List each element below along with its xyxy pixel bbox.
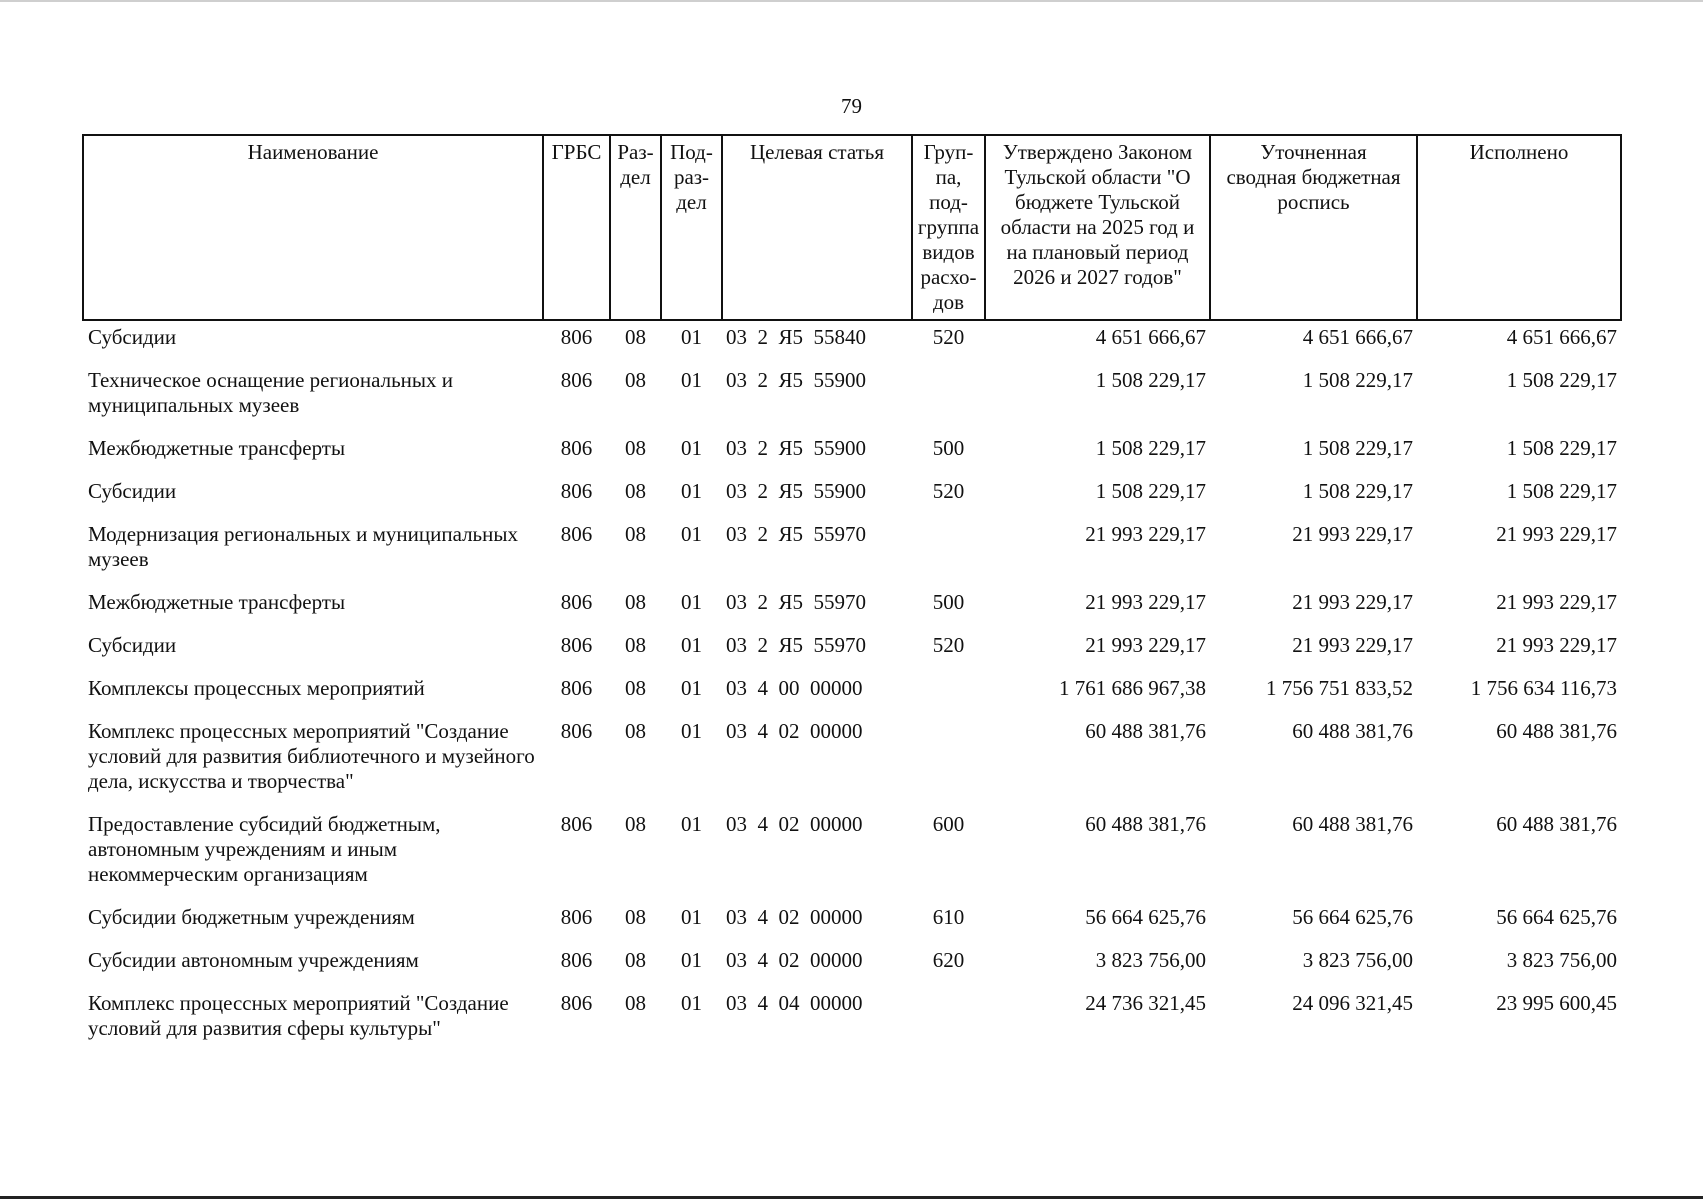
cell-executed: 1 756 634 116,73 [1470, 676, 1617, 700]
header-podrazdel: Под- раз- дел [661, 135, 722, 320]
scan-edge-bottom [0, 1196, 1703, 1199]
table-row [83, 905, 1621, 948]
table-row [83, 522, 1621, 590]
cell-approved: 3 823 756,00 [1095, 948, 1206, 972]
cell-approved: 60 488 381,76 [1085, 812, 1206, 836]
cell-refined: 1 508 229,17 [1302, 436, 1413, 460]
cell-podrazdel: 01 [681, 991, 702, 1015]
cell-group [912, 368, 985, 436]
cell-refined: 21 993 229,17 [1292, 590, 1413, 614]
cell-podrazdel: 01 [681, 325, 702, 349]
cell-refined: 24 096 321,45 [1292, 991, 1413, 1015]
cell-razdel: 08 [625, 522, 646, 546]
cell-podrazdel: 01 [681, 436, 702, 460]
cell-refined: 60 488 381,76 [1292, 719, 1413, 743]
cell-executed: 60 488 381,76 [1496, 812, 1617, 836]
cell-target: 03 2 Я5 55970 [726, 522, 867, 546]
cell-executed: 1 508 229,17 [1506, 479, 1617, 503]
cell-target: 03 2 Я5 55970 [726, 633, 867, 657]
cell-approved: 1 508 229,17 [1095, 436, 1206, 460]
table-row [83, 719, 1621, 812]
cell-grbs: 806 [560, 676, 593, 700]
cell-name: Модернизация региональных и муниципальных музеев [88, 522, 518, 571]
budget-table [82, 134, 1622, 1059]
cell-grbs: 806 [560, 479, 593, 503]
cell-podrazdel: 01 [681, 590, 702, 614]
header-executed: Исполнено [1417, 135, 1621, 320]
cell-executed: 1 508 229,17 [1506, 436, 1617, 460]
cell-name: Комплекс процессных мероприятий "Создание условий для развития библиотечного и музейного дела, искусства и творчества" [88, 719, 535, 793]
table-row [83, 436, 1621, 479]
cell-grbs: 806 [560, 522, 593, 546]
cell-refined: 60 488 381,76 [1292, 812, 1413, 836]
cell-executed: 21 993 229,17 [1496, 633, 1617, 657]
cell-group: 500 [932, 590, 965, 614]
cell-group [912, 522, 985, 590]
table-row [83, 633, 1621, 676]
cell-grbs: 806 [560, 368, 593, 392]
cell-grbs: 806 [560, 590, 593, 614]
cell-refined: 3 823 756,00 [1302, 948, 1413, 972]
cell-razdel: 08 [625, 676, 646, 700]
cell-podrazdel: 01 [681, 368, 702, 392]
cell-target: 03 4 02 00000 [726, 719, 863, 743]
header-refined: Уточненная сводная бюджетная роспись [1210, 135, 1417, 320]
cell-name: Комплексы процессных мероприятий [88, 676, 425, 700]
cell-approved: 21 993 229,17 [1085, 590, 1206, 614]
table-row [83, 948, 1621, 991]
cell-name: Субсидии автономным учреждениям [88, 948, 419, 972]
page-number: 79 [841, 94, 862, 118]
cell-grbs: 806 [560, 812, 593, 836]
cell-target: 03 2 Я5 55900 [726, 479, 867, 503]
cell-executed: 21 993 229,17 [1496, 590, 1617, 614]
cell-group: 600 [932, 812, 965, 836]
cell-razdel: 08 [625, 436, 646, 460]
cell-approved: 21 993 229,17 [1085, 633, 1206, 657]
cell-grbs: 806 [560, 325, 593, 349]
cell-approved: 4 651 666,67 [1095, 325, 1206, 349]
cell-razdel: 08 [625, 325, 646, 349]
cell-group: 500 [932, 436, 965, 460]
cell-approved: 1 508 229,17 [1095, 368, 1206, 392]
table-body [83, 320, 1621, 1059]
cell-target: 03 2 Я5 55900 [726, 436, 867, 460]
cell-name: Субсидии бюджетным учреждениям [88, 905, 415, 929]
table-row [83, 320, 1621, 368]
cell-podrazdel: 01 [681, 948, 702, 972]
header-approved: Утверждено Законом Тульской области "О бюджете Тульской области на 2025 год и на плановый период 2026 и 2027 годов" [985, 135, 1210, 320]
table-row [83, 590, 1621, 633]
scan-edge-top [0, 0, 1703, 2]
cell-name: Субсидии [88, 633, 177, 657]
cell-podrazdel: 01 [681, 633, 702, 657]
cell-group: 610 [932, 905, 965, 929]
table-row [83, 479, 1621, 522]
header-target: Целевая статья [722, 135, 912, 320]
cell-executed: 60 488 381,76 [1496, 719, 1617, 743]
cell-grbs: 806 [560, 948, 593, 972]
cell-executed: 4 651 666,67 [1506, 325, 1617, 349]
cell-group [912, 676, 985, 719]
cell-group [912, 991, 985, 1059]
cell-target: 03 4 02 00000 [726, 905, 863, 929]
cell-refined: 1 756 751 833,52 [1266, 676, 1413, 700]
cell-target: 03 4 02 00000 [726, 948, 863, 972]
cell-refined: 21 993 229,17 [1292, 633, 1413, 657]
cell-target: 03 2 Я5 55840 [726, 325, 867, 349]
cell-podrazdel: 01 [681, 812, 702, 836]
header-razdel: Раз- дел [610, 135, 661, 320]
cell-refined: 56 664 625,76 [1292, 905, 1413, 929]
cell-target: 03 2 Я5 55970 [726, 590, 867, 614]
cell-name: Комплекс процессных мероприятий "Создание условий для развития сферы культуры" [88, 991, 509, 1040]
cell-group: 620 [932, 948, 965, 972]
cell-approved: 60 488 381,76 [1085, 719, 1206, 743]
cell-razdel: 08 [625, 368, 646, 392]
header-grbs: ГРБС [543, 135, 610, 320]
cell-grbs: 806 [560, 719, 593, 743]
cell-podrazdel: 01 [681, 479, 702, 503]
cell-razdel: 08 [625, 905, 646, 929]
table-header-row [83, 135, 1621, 320]
cell-group: 520 [932, 633, 965, 657]
cell-razdel: 08 [625, 479, 646, 503]
cell-refined: 1 508 229,17 [1302, 368, 1413, 392]
cell-target: 03 4 02 00000 [726, 812, 863, 836]
cell-group: 520 [932, 479, 965, 503]
cell-executed: 1 508 229,17 [1506, 368, 1617, 392]
cell-target: 03 4 00 00000 [726, 676, 863, 700]
cell-approved: 1 508 229,17 [1095, 479, 1206, 503]
cell-approved: 1 761 686 967,38 [1059, 676, 1206, 700]
cell-executed: 56 664 625,76 [1496, 905, 1617, 929]
cell-executed: 21 993 229,17 [1496, 522, 1617, 546]
cell-name: Субсидии [88, 325, 177, 349]
cell-refined: 21 993 229,17 [1292, 522, 1413, 546]
header-group: Груп- па, под- группа видов расхо- дов [912, 135, 985, 320]
cell-razdel: 08 [625, 633, 646, 657]
cell-grbs: 806 [560, 633, 593, 657]
cell-razdel: 08 [625, 590, 646, 614]
cell-target: 03 2 Я5 55900 [726, 368, 867, 392]
cell-refined: 1 508 229,17 [1302, 479, 1413, 503]
cell-name: Предоставление субсидий бюджетным, автономным учреждениям и иным некоммерческим организациям [88, 812, 441, 886]
cell-executed: 23 995 600,45 [1496, 991, 1617, 1015]
cell-refined: 4 651 666,67 [1302, 325, 1413, 349]
cell-group [912, 719, 985, 812]
cell-podrazdel: 01 [681, 719, 702, 743]
cell-razdel: 08 [625, 812, 646, 836]
cell-podrazdel: 01 [681, 905, 702, 929]
cell-name: Межбюджетные трансферты [88, 590, 346, 614]
cell-razdel: 08 [625, 948, 646, 972]
cell-name: Субсидии [88, 479, 177, 503]
cell-approved: 24 736 321,45 [1085, 991, 1206, 1015]
cell-grbs: 806 [560, 991, 593, 1015]
cell-approved: 56 664 625,76 [1085, 905, 1206, 929]
cell-razdel: 08 [625, 719, 646, 743]
table-row [83, 991, 1621, 1059]
cell-approved: 21 993 229,17 [1085, 522, 1206, 546]
cell-name: Межбюджетные трансферты [88, 436, 346, 460]
cell-executed: 3 823 756,00 [1506, 948, 1617, 972]
header-name: Наименование [83, 135, 543, 320]
cell-podrazdel: 01 [681, 522, 702, 546]
cell-group: 520 [932, 325, 965, 349]
table-row [83, 368, 1621, 436]
table-row [83, 812, 1621, 905]
table-row [83, 676, 1621, 719]
cell-grbs: 806 [560, 436, 593, 460]
cell-grbs: 806 [560, 905, 593, 929]
cell-target: 03 4 04 00000 [726, 991, 863, 1015]
cell-podrazdel: 01 [681, 676, 702, 700]
cell-name: Техническое оснащение региональных и муниципальных музеев [88, 368, 453, 417]
cell-razdel: 08 [625, 991, 646, 1015]
